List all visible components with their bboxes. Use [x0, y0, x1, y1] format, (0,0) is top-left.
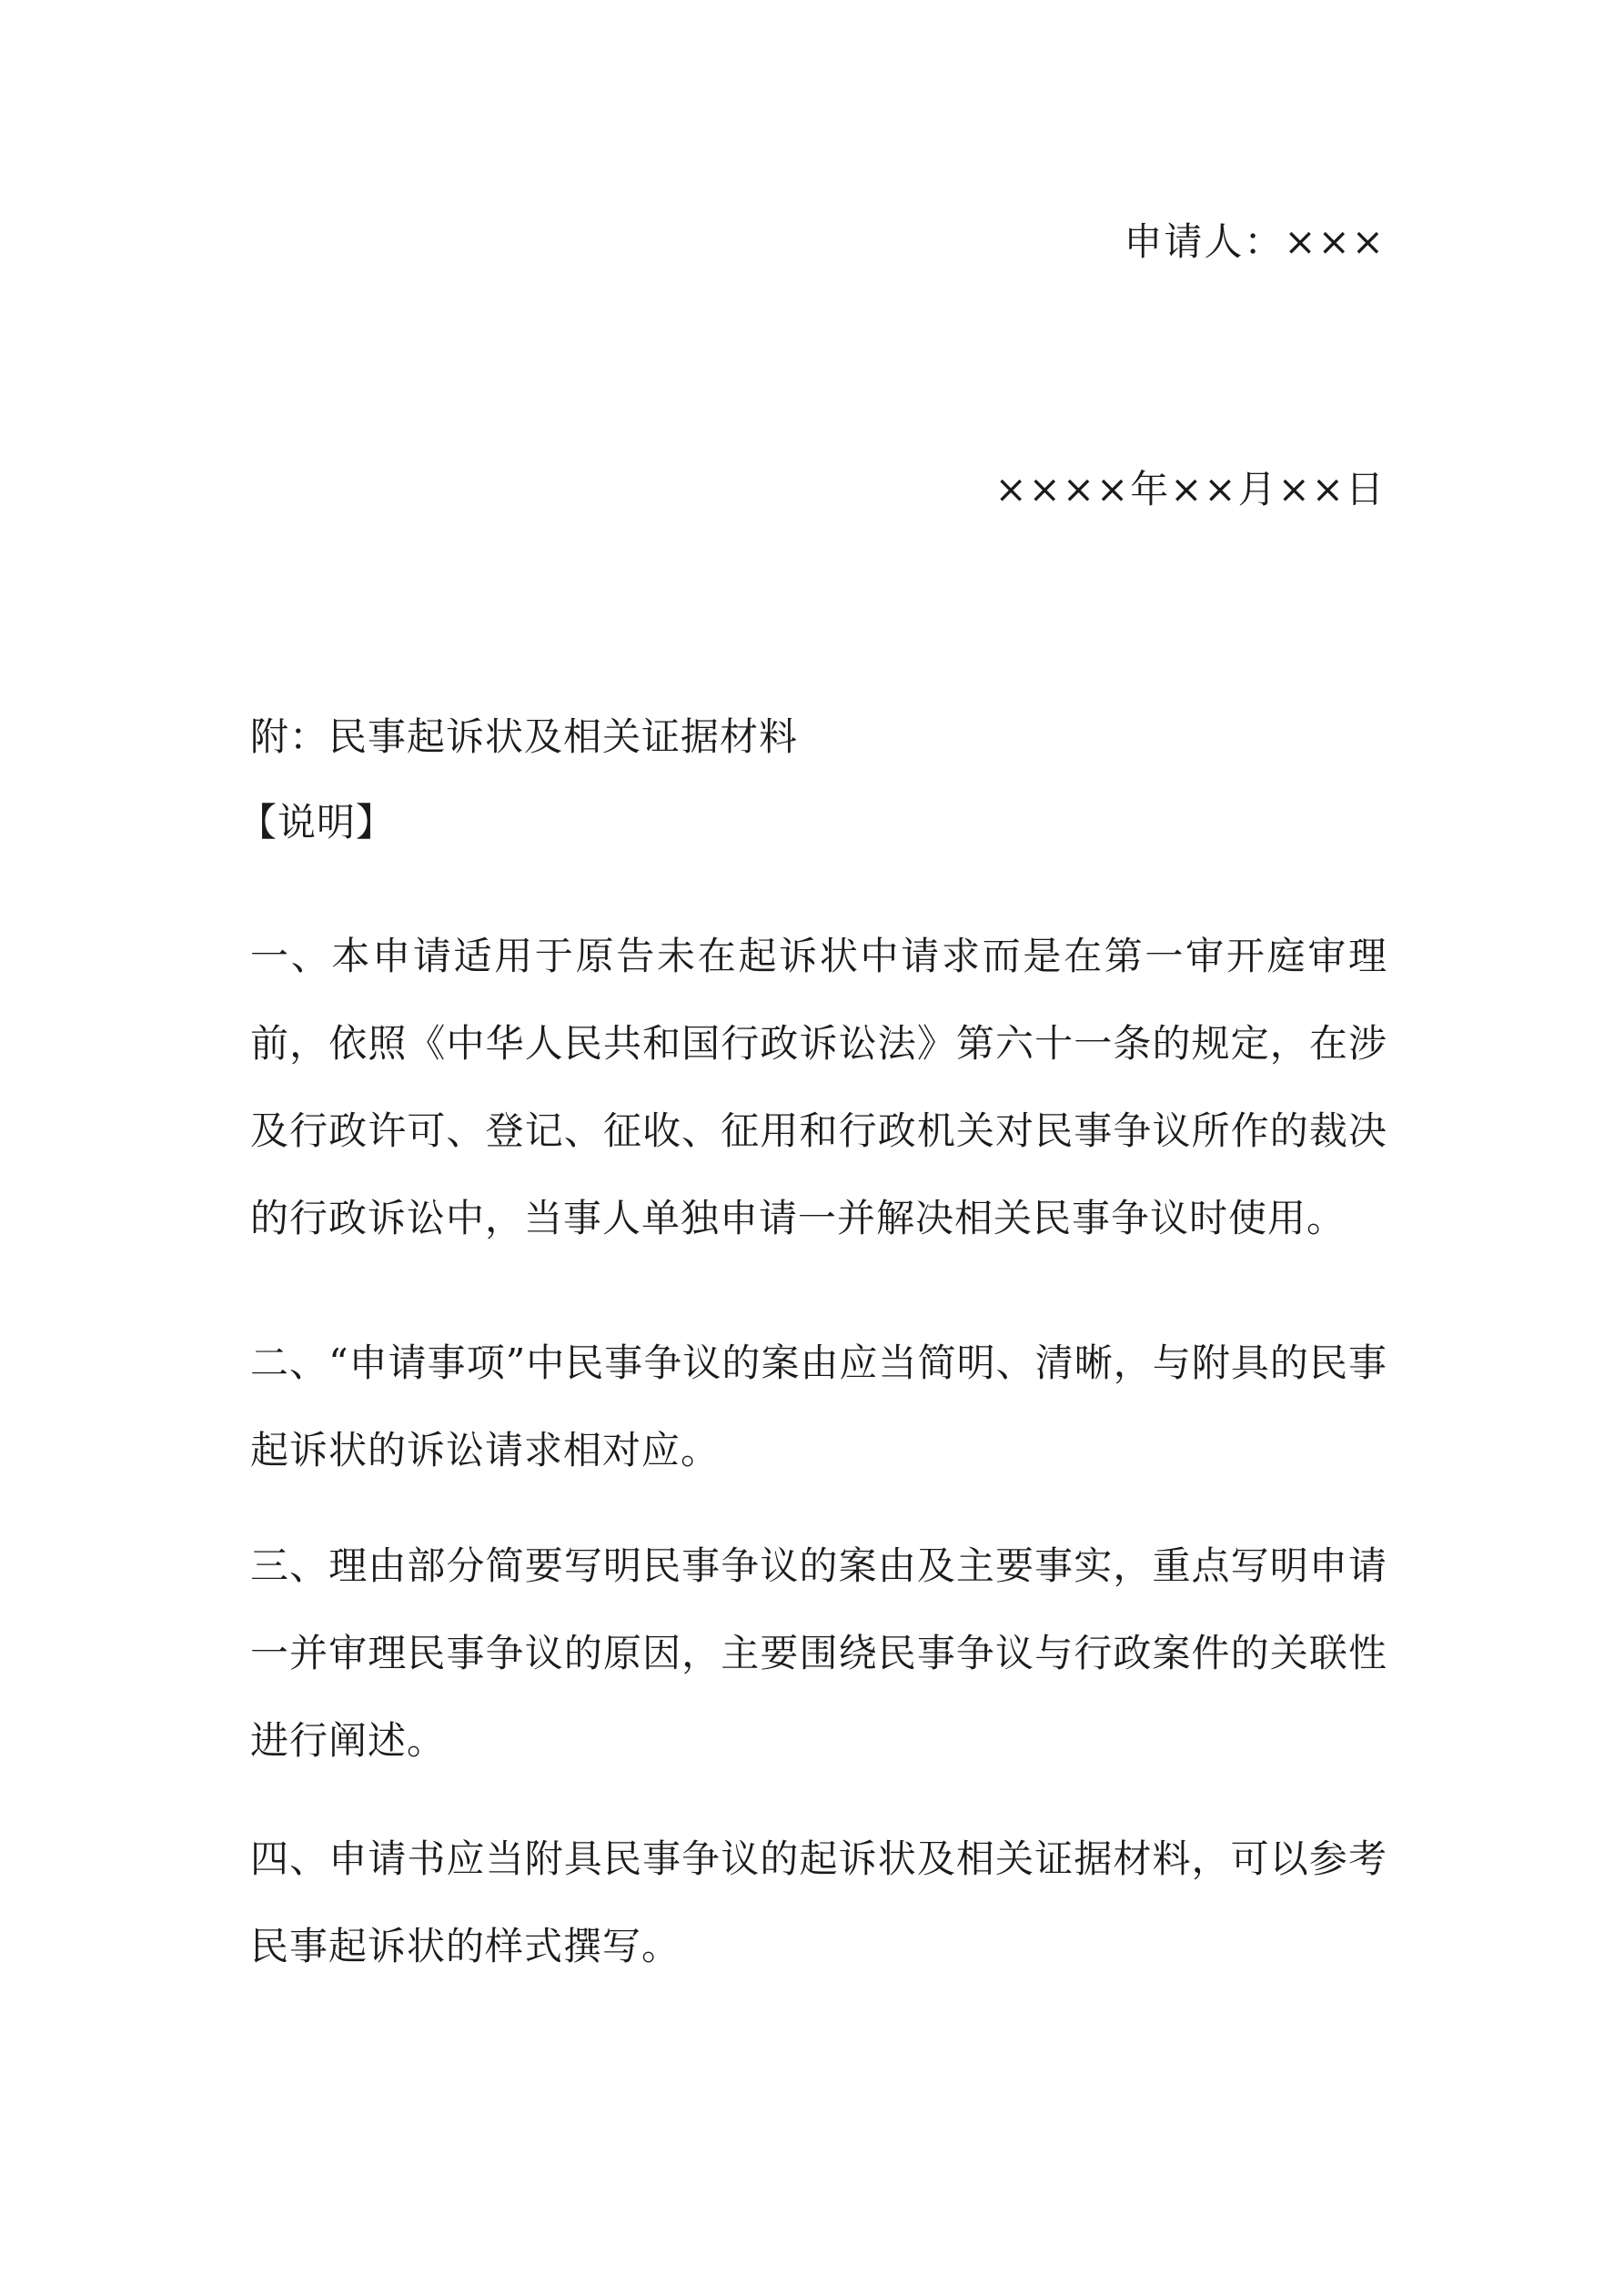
note-item-2: 二、“申请事项”中民事争议的案由应当简明、清晰，与附具的民事起诉状的诉讼请求相对应。 — [250, 1340, 1387, 1472]
note-item-1: 一、本申请适用于原告未在起诉状中请求而是在第一审开庭审理前，依照《中华人民共和国行政诉讼法》第六十一条的规定，在涉及行政许可、登记、征收、征用和行政机关对民事争议所作的裁决的行政诉讼中，当事人单独申请一并解决相关民事争议时使用。 — [250, 934, 1387, 1240]
note-item-4: 四、申请书应当附具民事争议的起诉状及相关证据材料，可以参考民事起诉状的样式撰写。 — [250, 1836, 1387, 1968]
applicant-signature: 申请人：××× — [1124, 219, 1386, 264]
signature-date: ××××年××月××日 — [994, 467, 1386, 511]
notes-heading: 【说明】 — [238, 800, 396, 845]
attachment-line: 附：民事起诉状及相关证据材料 — [250, 714, 799, 759]
note-item-3: 三、理由部分简要写明民事争议的案由及主要事实，重点写明申请一并审理民事争议的原因，主要围绕民事争议与行政案件的关联性进行阐述。 — [250, 1543, 1387, 1763]
